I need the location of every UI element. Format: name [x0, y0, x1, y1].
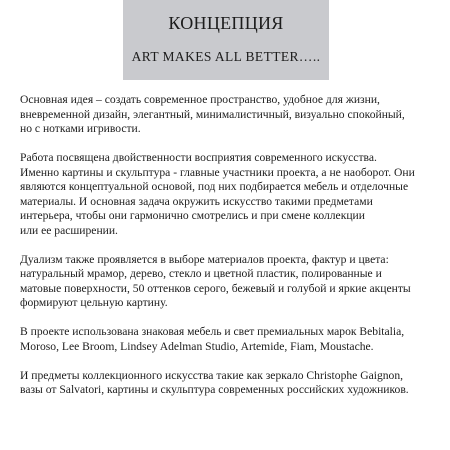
text-line: вазы от Salvatori, картины и скульптура современных российских художников.: [20, 383, 409, 396]
text-line: или ее расширении.: [20, 223, 118, 237]
text-line: Основная идея – создать современное пространство, удобное для жизни,: [20, 93, 380, 106]
text-line: И предметы коллекционного искусства такие как зеркало Christophe Gaignon,: [20, 368, 404, 382]
page-subtitle: ART MAKES ALL BETTER…..: [131, 49, 321, 64]
title-banner: [123, 0, 329, 80]
text-line: В проекте использована знаковая мебель и свет премиальных марок Bebitalia,: [20, 325, 405, 338]
paragraph-main-idea: [20, 93, 445, 137]
page-title: КОНЦЕПЦИЯ: [168, 13, 284, 33]
text-line: вневременной дизайн, элегантный, минималистичный, визуально спокойный,: [20, 107, 405, 121]
text-line: Дуализм также проявляется в выборе материалов проекта, фактур и цвета:: [20, 252, 389, 266]
text-line: Moroso, Lee Broom, Lindsey Adelman Studio, Artemide, Fiam, Moustache.: [20, 339, 374, 353]
text-line: матовые поверхности, 50 оттенков серого, бежевый и голубой и яркие акценты: [20, 281, 411, 295]
paragraph-duality: [20, 151, 445, 238]
paragraph-art-objects: [20, 369, 445, 398]
text-line: Работа посвящена двойственности восприятия современного искусства.: [20, 151, 377, 164]
text-line: интерьера, чтобы они гармонично смотрелись и при смене коллекции: [20, 209, 365, 222]
paragraph-materials: [20, 253, 445, 311]
paragraph-brands: [20, 325, 445, 354]
text-line: являются концептуальной основой, под них подбирается мебель и отделочные: [20, 180, 409, 193]
text-line: формируют цельную картину.: [20, 296, 168, 309]
text-line: материалы. И основная задача окружить искусство такими предметами: [20, 194, 373, 208]
text-line: Именно картины и скульптура - главные участники проекта, а не наоборот. Они: [20, 165, 415, 179]
concept-text: [20, 93, 445, 412]
text-line: натуральный мрамор, дерево, стекло и цветной пластик, полированные и: [20, 267, 382, 280]
text-line: но с нотками игривости.: [20, 122, 141, 135]
